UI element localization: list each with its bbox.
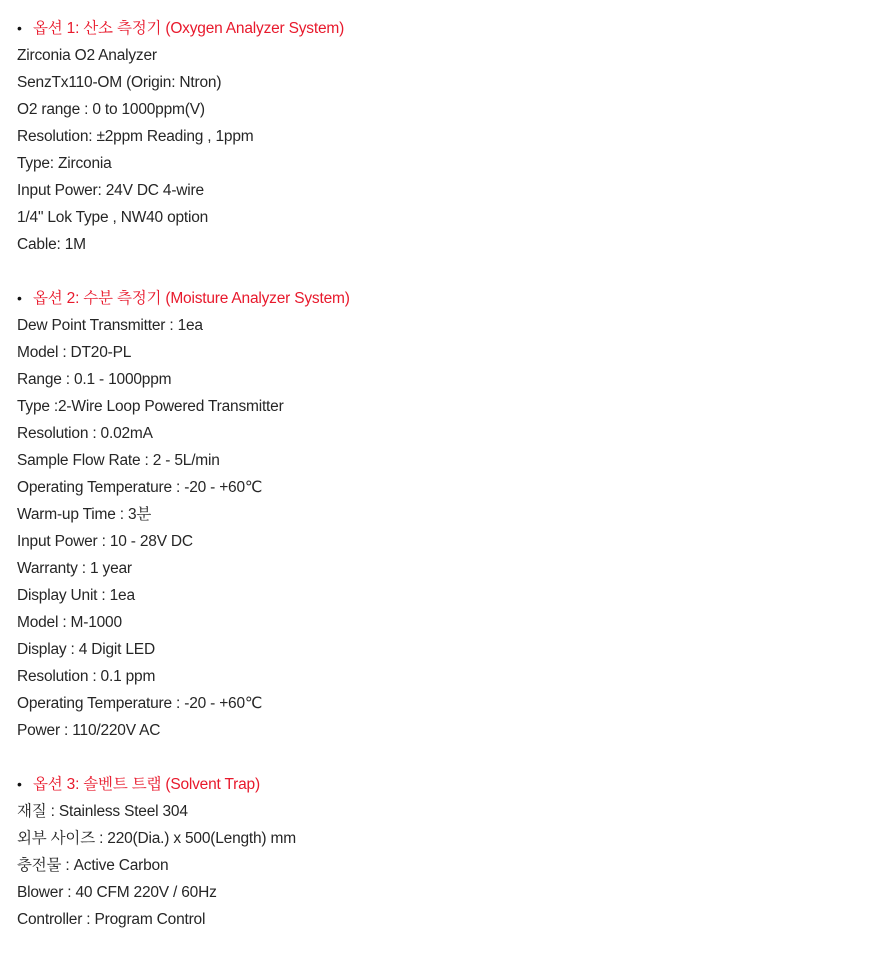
spec-line: Type: Zirconia [17,155,112,172]
section-heading [17,15,862,42]
section-heading [17,771,862,798]
spec-line: Cable: 1M [17,236,86,253]
spec-line: Model : M-1000 [17,614,122,631]
bullet-icon: • [17,290,22,306]
spec-section-1 [17,15,862,258]
spec-line: Input Power: 24V DC 4-wire [17,182,204,199]
spec-line: Power : 110/220V AC [17,722,161,739]
section-lines [17,312,862,744]
spec-section-2 [17,285,862,744]
section-title: 옵션 2: 수분 측정기 (Moisture Analyzer System) [33,290,350,307]
spec-line: Warm-up Time : 3분 [17,506,152,523]
spec-line: 외부 사이즈 : 220(Dia.) x 500(Length) mm [17,830,296,847]
spec-line: Model : DT20-PL [17,344,132,361]
bullet-icon: • [17,20,22,36]
spec-line: Display : 4 Digit LED [17,641,155,658]
bullet-icon: • [17,776,22,792]
spec-line: Resolution : 0.02mA [17,425,153,442]
spec-line: Operating Temperature : -20 - +60℃ [17,695,263,712]
spec-line: Dew Point Transmitter : 1ea [17,317,203,334]
section-lines [17,798,862,933]
spec-section-3 [17,771,862,933]
section-title: 옵션 1: 산소 측정기 (Oxygen Analyzer System) [33,20,345,37]
section-lines [17,42,862,258]
spec-line: Input Power : 10 - 28V DC [17,533,193,550]
spec-line: Sample Flow Rate : 2 - 5L/min [17,452,220,469]
spec-line: Operating Temperature : -20 - +60℃ [17,479,263,496]
spec-line: 1/4" Lok Type , NW40 option [17,209,209,226]
spec-line: Blower : 40 CFM 220V / 60Hz [17,884,217,901]
spec-line: Zirconia O2 Analyzer [17,47,157,64]
spec-line: 충전물 : Active Carbon [17,857,169,874]
spec-line: Type :2-Wire Loop Powered Transmitter [17,398,284,415]
spec-line: 재질 : Stainless Steel 304 [17,803,188,820]
section-title: 옵션 3: 솔벤트 트랩 (Solvent Trap) [33,776,260,793]
spec-line: Display Unit : 1ea [17,587,135,604]
spec-line: Warranty : 1 year [17,560,132,577]
spec-line: Resolution: ±2ppm Reading , 1ppm [17,128,254,145]
spec-line: Controller : Program Control [17,911,206,928]
spec-line: Resolution : 0.1 ppm [17,668,156,685]
spec-line: SenzTx110-OM (Origin: Ntron) [17,74,222,91]
section-heading [17,285,862,312]
spec-line: Range : 0.1 - 1000ppm [17,371,172,388]
spec-line: O2 range : 0 to 1000ppm(V) [17,101,205,118]
